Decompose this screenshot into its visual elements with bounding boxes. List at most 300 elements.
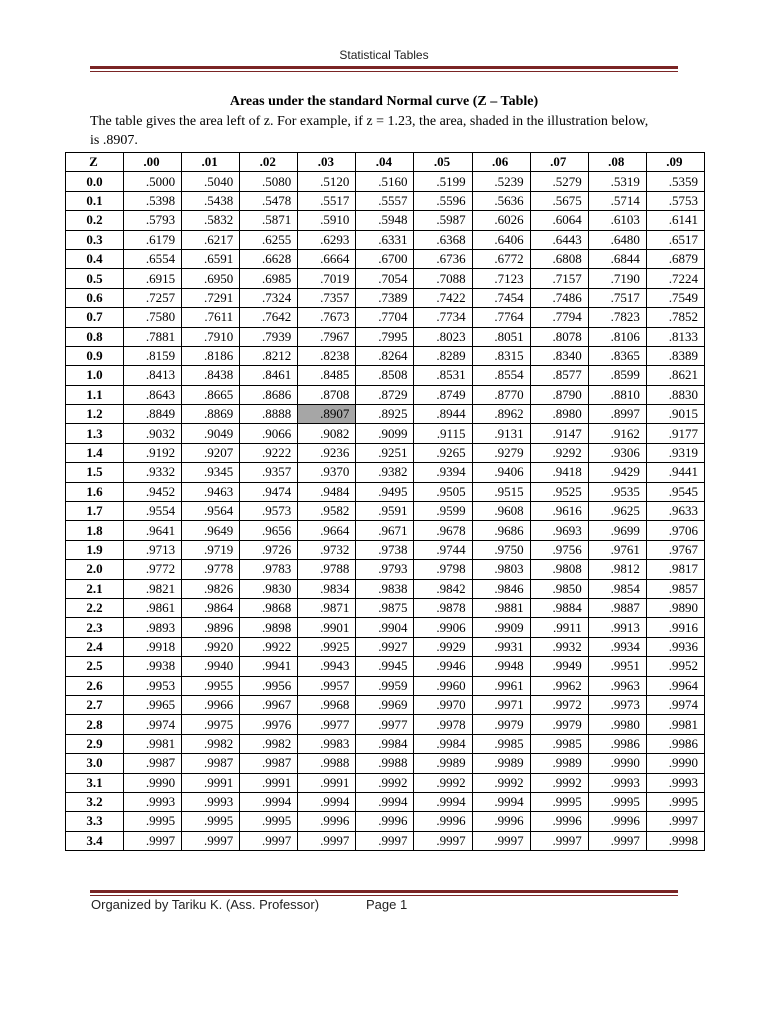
area-cell: .5199: [414, 172, 472, 191]
area-cell: .9996: [472, 812, 530, 831]
z-value-cell: 2.5: [66, 657, 124, 676]
area-cell: .7257: [124, 288, 182, 307]
area-cell: .5517: [298, 191, 356, 210]
area-cell: .7190: [588, 269, 646, 288]
area-cell: .9916: [646, 618, 704, 637]
area-cell: .8365: [588, 346, 646, 365]
area-cell: .9868: [240, 598, 298, 617]
table-row: [66, 831, 705, 850]
area-cell: .9971: [472, 695, 530, 714]
table-row: [66, 385, 705, 404]
area-cell: .6591: [182, 249, 240, 268]
area-cell: .9997: [298, 831, 356, 850]
z-value-cell: 0.3: [66, 230, 124, 249]
area-cell: .9967: [240, 695, 298, 714]
table-row: [66, 579, 705, 598]
area-cell: .8413: [124, 366, 182, 385]
z-value-cell: 3.3: [66, 812, 124, 831]
table-row: [66, 812, 705, 831]
area-cell: .9988: [298, 754, 356, 773]
area-cell: .8186: [182, 346, 240, 365]
area-cell: .6879: [646, 249, 704, 268]
area-cell: .9881: [472, 598, 530, 617]
area-cell: .9973: [588, 695, 646, 714]
area-cell: .6179: [124, 230, 182, 249]
area-cell: .9505: [414, 482, 472, 501]
area-cell: .9985: [472, 734, 530, 753]
area-cell: .9656: [240, 521, 298, 540]
area-cell: .8133: [646, 327, 704, 346]
area-cell: .9251: [356, 443, 414, 462]
area-cell: .9995: [530, 792, 588, 811]
area-cell: .8212: [240, 346, 298, 365]
area-cell: .8729: [356, 385, 414, 404]
column-header: .01: [182, 153, 240, 172]
area-cell: .9996: [356, 812, 414, 831]
table-row: [66, 405, 705, 424]
area-cell: .9525: [530, 482, 588, 501]
area-cell: .7673: [298, 308, 356, 327]
area-cell: .5478: [240, 191, 298, 210]
area-cell: .9934: [588, 637, 646, 656]
area-cell: .7967: [298, 327, 356, 346]
area-cell: .9066: [240, 424, 298, 443]
area-cell: .9961: [472, 676, 530, 695]
z-value-cell: 1.6: [66, 482, 124, 501]
area-cell: .9817: [646, 560, 704, 579]
area-cell: .6406: [472, 230, 530, 249]
z-table: [65, 152, 705, 851]
area-cell: .7486: [530, 288, 588, 307]
area-cell: .9545: [646, 482, 704, 501]
area-cell: .9913: [588, 618, 646, 637]
area-cell: .9977: [356, 715, 414, 734]
area-cell: .9982: [240, 734, 298, 753]
area-cell: .9812: [588, 560, 646, 579]
area-cell: .9686: [472, 521, 530, 540]
area-cell: .6293: [298, 230, 356, 249]
area-cell: .9370: [298, 463, 356, 482]
area-cell: .7291: [182, 288, 240, 307]
area-cell: .9987: [240, 754, 298, 773]
area-cell: .5910: [298, 211, 356, 230]
area-cell: .9997: [646, 812, 704, 831]
z-value-cell: 2.4: [66, 637, 124, 656]
area-cell: .9821: [124, 579, 182, 598]
area-cell: .9633: [646, 502, 704, 521]
area-cell: .8508: [356, 366, 414, 385]
area-cell: .9803: [472, 560, 530, 579]
area-cell: .9452: [124, 482, 182, 501]
area-cell: .9929: [414, 637, 472, 656]
area-cell: .9922: [240, 637, 298, 656]
area-cell: .9927: [356, 637, 414, 656]
area-cell: .9963: [588, 676, 646, 695]
area-cell: .9906: [414, 618, 472, 637]
area-cell: .9306: [588, 443, 646, 462]
area-cell: .9788: [298, 560, 356, 579]
z-value-cell: 2.9: [66, 734, 124, 753]
area-cell: .5120: [298, 172, 356, 191]
area-cell: .9986: [588, 734, 646, 753]
area-cell: .9147: [530, 424, 588, 443]
table-row: [66, 657, 705, 676]
area-cell: .8315: [472, 346, 530, 365]
area-cell: .9719: [182, 540, 240, 559]
area-cell: .6808: [530, 249, 588, 268]
area-cell: .9693: [530, 521, 588, 540]
area-cell: .9744: [414, 540, 472, 559]
area-cell: .7642: [240, 308, 298, 327]
area-cell: .6141: [646, 211, 704, 230]
area-cell: .9951: [588, 657, 646, 676]
area-cell: .9986: [646, 734, 704, 753]
table-row: [66, 366, 705, 385]
area-cell: .9997: [472, 831, 530, 850]
area-cell: .6103: [588, 211, 646, 230]
area-cell: .9992: [530, 773, 588, 792]
table-row: [66, 172, 705, 191]
area-cell: .9564: [182, 502, 240, 521]
area-cell: .7389: [356, 288, 414, 307]
area-cell: .8770: [472, 385, 530, 404]
area-cell: .9649: [182, 521, 240, 540]
area-cell: .9911: [530, 618, 588, 637]
area-cell: .7357: [298, 288, 356, 307]
area-cell: .9997: [356, 831, 414, 850]
z-table-body: [66, 172, 705, 851]
table-row: [66, 637, 705, 656]
area-cell: .9995: [124, 812, 182, 831]
area-cell: .9418: [530, 463, 588, 482]
area-cell: .9997: [240, 831, 298, 850]
area-cell: .9993: [588, 773, 646, 792]
table-row: [66, 715, 705, 734]
area-cell: .9979: [530, 715, 588, 734]
area-cell: .9994: [414, 792, 472, 811]
area-cell: .9484: [298, 482, 356, 501]
area-cell: .9678: [414, 521, 472, 540]
area-cell: .7054: [356, 269, 414, 288]
area-cell: .9664: [298, 521, 356, 540]
area-cell: .9996: [298, 812, 356, 831]
area-cell: .9887: [588, 598, 646, 617]
area-cell: .5160: [356, 172, 414, 191]
area-cell: .9830: [240, 579, 298, 598]
area-cell: .8340: [530, 346, 588, 365]
area-cell: .8621: [646, 366, 704, 385]
z-value-cell: 1.0: [66, 366, 124, 385]
area-cell: .9535: [588, 482, 646, 501]
area-cell: .9599: [414, 502, 472, 521]
area-cell: .9573: [240, 502, 298, 521]
z-value-cell: 2.8: [66, 715, 124, 734]
area-cell: .9965: [124, 695, 182, 714]
table-row: [66, 308, 705, 327]
area-cell: .9990: [646, 754, 704, 773]
area-cell: .9932: [530, 637, 588, 656]
area-cell: .9979: [472, 715, 530, 734]
table-row: [66, 327, 705, 346]
area-cell: .9463: [182, 482, 240, 501]
area-cell: .8389: [646, 346, 704, 365]
area-cell: .9778: [182, 560, 240, 579]
area-cell: .9319: [646, 443, 704, 462]
area-cell: .9049: [182, 424, 240, 443]
area-cell: .8830: [646, 385, 704, 404]
footer-organizer: Organized by Tariku K. (Ass. Professor): [91, 897, 320, 912]
area-cell: .9974: [124, 715, 182, 734]
area-cell: .9406: [472, 463, 530, 482]
header-rule: [90, 66, 678, 72]
area-cell: .9931: [472, 637, 530, 656]
area-cell: .9996: [414, 812, 472, 831]
area-cell: .8023: [414, 327, 472, 346]
area-cell: .9995: [240, 812, 298, 831]
z-value-cell: 1.8: [66, 521, 124, 540]
area-cell: .9996: [588, 812, 646, 831]
area-cell: .9357: [240, 463, 298, 482]
column-header: .05: [414, 153, 472, 172]
area-cell: .7324: [240, 288, 298, 307]
area-cell: .9957: [298, 676, 356, 695]
area-cell: .9962: [530, 676, 588, 695]
area-cell: .9641: [124, 521, 182, 540]
area-cell: .6217: [182, 230, 240, 249]
area-cell: .9115: [414, 424, 472, 443]
z-value-cell: 0.7: [66, 308, 124, 327]
area-cell: .9945: [356, 657, 414, 676]
area-cell: .8531: [414, 366, 472, 385]
page-title: Areas under the standard Normal curve (Z – Table): [229, 94, 539, 109]
area-cell: .9429: [588, 463, 646, 482]
area-cell: .9977: [298, 715, 356, 734]
area-cell: .5398: [124, 191, 182, 210]
area-cell: .6331: [356, 230, 414, 249]
z-value-cell: 3.2: [66, 792, 124, 811]
area-cell: .9783: [240, 560, 298, 579]
area-cell: .6443: [530, 230, 588, 249]
area-cell: .5239: [472, 172, 530, 191]
area-cell: .9798: [414, 560, 472, 579]
area-cell: .8980: [530, 405, 588, 424]
area-cell: .8078: [530, 327, 588, 346]
area-cell: .5000: [124, 172, 182, 191]
z-value-cell: 2.7: [66, 695, 124, 714]
area-cell: .9985: [530, 734, 588, 753]
area-cell: .9857: [646, 579, 704, 598]
area-cell: .9826: [182, 579, 240, 598]
area-cell: .9959: [356, 676, 414, 695]
area-cell: .8810: [588, 385, 646, 404]
area-cell: .9756: [530, 540, 588, 559]
area-cell: .5832: [182, 211, 240, 230]
area-cell: .7823: [588, 308, 646, 327]
area-cell: .8289: [414, 346, 472, 365]
area-cell: .8686: [240, 385, 298, 404]
area-cell: .9207: [182, 443, 240, 462]
area-cell: .6480: [588, 230, 646, 249]
area-cell: .9554: [124, 502, 182, 521]
area-cell: .9909: [472, 618, 530, 637]
area-cell: .5438: [182, 191, 240, 210]
area-cell: .8554: [472, 366, 530, 385]
table-row: [66, 502, 705, 521]
area-cell: .9761: [588, 540, 646, 559]
area-cell: .9989: [530, 754, 588, 773]
area-cell: .9996: [530, 812, 588, 831]
z-value-cell: 0.9: [66, 346, 124, 365]
area-cell: .9993: [646, 773, 704, 792]
area-cell: .9032: [124, 424, 182, 443]
area-cell: .8665: [182, 385, 240, 404]
area-cell: .9896: [182, 618, 240, 637]
area-cell: .9997: [414, 831, 472, 850]
area-cell: .9960: [414, 676, 472, 695]
area-cell: .9981: [646, 715, 704, 734]
area-cell: .8238: [298, 346, 356, 365]
area-cell: .6950: [182, 269, 240, 288]
area-cell: .5948: [356, 211, 414, 230]
highlighted-area-cell: .8907: [298, 405, 356, 424]
area-cell: .9992: [356, 773, 414, 792]
area-cell: .9625: [588, 502, 646, 521]
area-cell: .9495: [356, 482, 414, 501]
table-row: [66, 424, 705, 443]
area-cell: .9989: [414, 754, 472, 773]
area-cell: .9993: [182, 792, 240, 811]
z-table-header-row: [66, 153, 705, 172]
area-cell: .8749: [414, 385, 472, 404]
area-cell: .9992: [472, 773, 530, 792]
area-cell: .9808: [530, 560, 588, 579]
z-value-cell: 0.6: [66, 288, 124, 307]
area-cell: .9952: [646, 657, 704, 676]
area-cell: .9345: [182, 463, 240, 482]
area-cell: .5714: [588, 191, 646, 210]
z-value-cell: 0.8: [66, 327, 124, 346]
area-cell: .9131: [472, 424, 530, 443]
area-cell: .9956: [240, 676, 298, 695]
area-cell: .9441: [646, 463, 704, 482]
z-value-cell: 1.4: [66, 443, 124, 462]
area-cell: .9991: [298, 773, 356, 792]
area-cell: .9987: [182, 754, 240, 773]
area-cell: .9726: [240, 540, 298, 559]
area-cell: .9980: [588, 715, 646, 734]
area-cell: .9970: [414, 695, 472, 714]
table-row: [66, 269, 705, 288]
area-cell: .9997: [530, 831, 588, 850]
area-cell: .9953: [124, 676, 182, 695]
area-cell: .9983: [298, 734, 356, 753]
area-cell: .6915: [124, 269, 182, 288]
area-cell: .7852: [646, 308, 704, 327]
table-row: [66, 773, 705, 792]
area-cell: .8643: [124, 385, 182, 404]
z-value-cell: 2.6: [66, 676, 124, 695]
area-cell: .9893: [124, 618, 182, 637]
area-cell: .7939: [240, 327, 298, 346]
area-cell: .9878: [414, 598, 472, 617]
area-cell: .9616: [530, 502, 588, 521]
area-cell: .9474: [240, 482, 298, 501]
table-row: [66, 521, 705, 540]
area-cell: .9988: [356, 754, 414, 773]
area-cell: .9162: [588, 424, 646, 443]
area-cell: .9875: [356, 598, 414, 617]
area-cell: .9925: [298, 637, 356, 656]
z-value-cell: 2.0: [66, 560, 124, 579]
area-cell: .5675: [530, 191, 588, 210]
area-cell: .9890: [646, 598, 704, 617]
area-cell: .9968: [298, 695, 356, 714]
area-cell: .7019: [298, 269, 356, 288]
area-cell: .7704: [356, 308, 414, 327]
area-cell: .5636: [472, 191, 530, 210]
table-row: [66, 734, 705, 753]
area-cell: .8849: [124, 405, 182, 424]
area-cell: .9864: [182, 598, 240, 617]
area-cell: .8869: [182, 405, 240, 424]
area-cell: .8944: [414, 405, 472, 424]
table-row: [66, 482, 705, 501]
table-row: [66, 618, 705, 637]
area-cell: .9846: [472, 579, 530, 598]
area-cell: .9943: [298, 657, 356, 676]
z-value-cell: 1.9: [66, 540, 124, 559]
area-cell: .7224: [646, 269, 704, 288]
area-cell: .6255: [240, 230, 298, 249]
area-cell: .9940: [182, 657, 240, 676]
area-cell: .8708: [298, 385, 356, 404]
z-column-header: Z: [66, 153, 124, 172]
area-cell: .9082: [298, 424, 356, 443]
z-value-cell: 0.5: [66, 269, 124, 288]
area-cell: .9838: [356, 579, 414, 598]
area-cell: .6026: [472, 211, 530, 230]
z-value-cell: 0.2: [66, 211, 124, 230]
area-cell: .9713: [124, 540, 182, 559]
area-cell: .8438: [182, 366, 240, 385]
area-cell: .9842: [414, 579, 472, 598]
area-cell: .9990: [124, 773, 182, 792]
area-cell: .5279: [530, 172, 588, 191]
area-cell: .9332: [124, 463, 182, 482]
area-cell: .6985: [240, 269, 298, 288]
area-cell: .8485: [298, 366, 356, 385]
area-cell: .9964: [646, 676, 704, 695]
table-row: [66, 191, 705, 210]
area-cell: .6064: [530, 211, 588, 230]
area-cell: .9994: [240, 792, 298, 811]
z-value-cell: 2.3: [66, 618, 124, 637]
z-value-cell: 0.0: [66, 172, 124, 191]
z-value-cell: 1.2: [66, 405, 124, 424]
area-cell: .8051: [472, 327, 530, 346]
z-value-cell: 3.1: [66, 773, 124, 792]
column-header: .02: [240, 153, 298, 172]
area-cell: .5987: [414, 211, 472, 230]
area-cell: .9997: [124, 831, 182, 850]
table-row: [66, 792, 705, 811]
table-row: [66, 540, 705, 559]
area-cell: .9981: [124, 734, 182, 753]
table-row: [66, 249, 705, 268]
area-cell: .7764: [472, 308, 530, 327]
area-cell: .8577: [530, 366, 588, 385]
area-cell: .9976: [240, 715, 298, 734]
